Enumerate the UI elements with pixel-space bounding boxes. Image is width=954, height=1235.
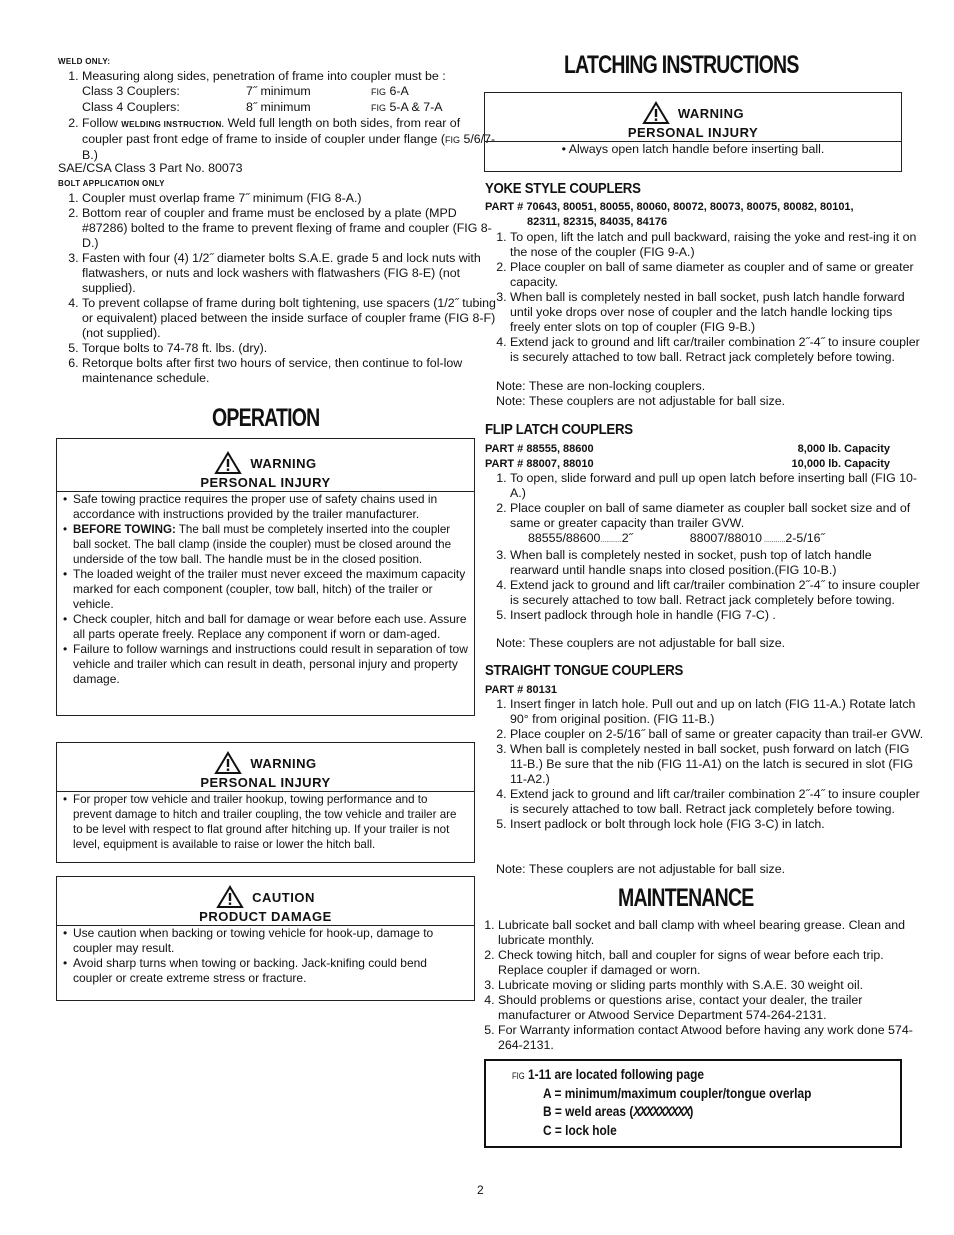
size-part-a: 88555/88600: [528, 531, 601, 545]
legend-line-3: B = weld areas (: [543, 1103, 634, 1119]
list-item: • Check coupler, hitch and ball for damage or wear before each use. Assure all parts operate freely. Replace any component if worn or dam-aged.: [73, 612, 468, 642]
box-type: WARNING: [250, 455, 317, 471]
list-item: 4. Extend jack to ground and lift car/trailer combination 2˝-4˝ to insure coupler is securely attached to tow ball. Retract jack completely before towing.: [510, 335, 920, 365]
latching-title: LATCHING INSTRUCTIONS: [564, 51, 799, 79]
yoke-parts-line1: PART # 70643, 80051, 80055, 80060, 80072, 80073, 80075, 80082, 80101,: [485, 201, 854, 213]
box-type: CAUTION: [252, 889, 315, 905]
list-item: 5. Insert padlock or bolt through lock hole (FIG 3-C) in latch.: [510, 817, 924, 832]
list-item: 3. When ball is completely nested in ball socket, push latch handle forward until yoke drops over nose of coupler and the latch handle locking tips freely enter slots on top of coupler (FIG 9-B.): [510, 290, 920, 335]
flip-part-2: PART # 88007, 88010: [485, 458, 594, 470]
bolt-application-heading: BOLT APPLICATION ONLY: [58, 179, 165, 188]
page-number: 2: [477, 1183, 484, 1197]
size-value-b: 2-5/16˝: [785, 531, 825, 545]
yoke-note-2: Note: These couplers are not adjustable for ball size.: [496, 394, 786, 408]
yoke-note-1: Note: These are non-locking couplers.: [496, 379, 706, 393]
flip-title: FLIP LATCH COUPLERS: [485, 421, 633, 438]
legend-line-2: A = minimum/maximum coupler/tongue overlap: [543, 1085, 812, 1101]
list-item: 5. Torque bolts to 74-78 ft. lbs. (dry).: [82, 341, 502, 356]
list-item: 3. When ball is completely nested in ball socket, push forward on latch (FIG 11-B.) Be sure that the nib (FIG 11-A1) on the latch is secured in slot (FIG 11-A2.): [510, 742, 924, 787]
list-item: 1. To open, lift the latch and pull backward, raising the yoke and rest-ing it on the nose of the coupler (FIG 9-A.): [510, 230, 920, 260]
weld-area-marker: XXXXXXXXX: [633, 1103, 690, 1119]
weld-list: [56, 69, 502, 163]
straight-title: STRAIGHT TONGUE COUPLERS: [485, 662, 684, 679]
list-item: • Failure to follow warnings and instructions could result in separation of tow vehicle and trailer which can result in death, personal injury and property damage.: [73, 642, 468, 687]
list-item: • Safe towing practice requires the proper use of safety chains used in accordance with instructions provided by the trailer manufacturer.: [73, 492, 468, 522]
list-item: 2. Place coupler on ball of same diameter as coupler ball socket size and of same or greater capacity than trailer GVW. 88555/88600...........2˝ 88007/88010 ...........2-5/16˝: [510, 501, 920, 548]
caution-box-product-damage: [56, 876, 475, 1001]
list-item: 1. Insert finger in latch hole. Pull out and up on latch (FIG 11-A.) Rotate latch 90° from original position. (FIG 11-B.): [510, 697, 924, 727]
list-item: 5. For Warranty information contact Atwood before having any work done 574-264-2131.: [498, 1023, 918, 1053]
list-item: 4. To prevent collapse of frame during bolt tightening, use spacers (1/2˝ tubing or equivalent) placed between the inside surface of coupler frame (FIG 8-F) (not supplied).: [82, 296, 502, 341]
sae-part-number: SAE/CSA Class 3 Part No. 80073: [58, 161, 243, 175]
maintenance-list: [472, 918, 918, 1053]
list-item: 1. Measuring along sides, penetration of frame into coupler must be : Class 3 Couplers: 7˝ minimum FIG 6-A Class 4 Couplers: 8˝ minimum FIG 5-A & 7-A: [82, 69, 502, 116]
list-item: 3. Lubricate moving or sliding parts monthly with S.A.E. 30 weight oil.: [498, 978, 918, 993]
list-item: 2. Check towing hitch, ball and coupler for signs of wear before each trip. Replace coupler if damaged or worn.: [498, 948, 918, 978]
yoke-parts-line2: 82311, 82315, 84035, 84176: [527, 216, 668, 228]
size-value-a: 2˝: [621, 531, 633, 545]
list-item: 4. Extend jack to ground and lift car/trailer combination 2˝-4˝ to insure coupler is securely attached to tow ball. Retract jack completely before towing.: [510, 578, 920, 608]
list-item: 2. Bottom rear of coupler and frame must be enclosed by a plate (MPD #87286) bolted to the frame to prevent flexing of frame and coupler (FIG 8-D.): [82, 206, 502, 251]
list-item: 2. Follow WELDING INSTRUCTION. Weld full length on both sides, from rear of coupler past front edge of frame to inside of coupler under flange (FIG 5/6/7-B.): [82, 116, 502, 163]
box-subtitle: PERSONAL INJURY: [485, 125, 901, 142]
warning-triangle-icon: [642, 101, 670, 125]
list-item: • The loaded weight of the trailer must never exceed the maximum capacity marked for each component (coupler, tow ball, hitch) of the trailer or vehicle.: [73, 567, 468, 612]
list-item: • Use caution when backing or towing vehicle for hook-up, damage to coupler may result.: [73, 926, 468, 956]
legend-line-4: C = lock hole: [543, 1122, 617, 1138]
weld-only-heading: WELD ONLY:: [58, 57, 111, 66]
straight-list: [484, 697, 924, 832]
figure-legend-box: FIG 1-11 are located following page A = minimum/maximum coupler/tongue overlap B = weld areas (XXXXXXXXX) C = lock hole: [484, 1059, 902, 1148]
list-item: • For proper tow vehicle and trailer hookup, towing performance and to prevent damage to hitch and trailer coupling, the tow vehicle and trailer are to be level with respect to flat ground after hitching up. If your trailer is not level, equipment is available to raise or lower the hitch ball.: [73, 792, 468, 852]
list-item: 5. Insert padlock through hole in handle (FIG 7-C) .: [510, 608, 920, 623]
operation-title: OPERATION: [212, 404, 320, 432]
list-item: 4. Extend jack to ground and lift car/trailer combination 2˝-4˝ to insure coupler is securely attached to tow ball. Retract jack completely before towing.: [510, 787, 924, 817]
yoke-list: [484, 230, 920, 365]
list-item: 1. Lubricate ball socket and ball clamp with wheel bearing grease. Clean and lubricate monthly.: [498, 918, 918, 948]
size-part-b: 88007/88010: [689, 531, 763, 545]
straight-part: PART # 80131: [485, 684, 557, 696]
list-item: 6. Retorque bolts after first two hours of service, then continue to fol-low maintenance schedule.: [82, 356, 502, 386]
flip-list: [484, 471, 920, 623]
list-item: 3. Fasten with four (4) 1/2˝ diameter bolts S.A.E. grade 5 and lock nuts with flatwashers, or nuts and lock washers with flatwashers (FIG 8-E) (not supplied).: [82, 251, 502, 296]
list-item: 2. Place coupler on ball of same diameter as coupler and of same or greater capacity.: [510, 260, 920, 290]
flip-capacity-1: 8,000 lb. Capacity: [797, 443, 890, 455]
warning-box-latch: WARNING PERSONAL INJURY • Always open latch handle before inserting ball.: [484, 92, 902, 172]
legend-line-1: 1-11 are located following page: [528, 1066, 704, 1082]
maintenance-title: MAINTENANCE: [618, 884, 754, 912]
box-bullet: Always open latch handle before inserting ball.: [568, 142, 825, 156]
list-item: • BEFORE TOWING: The ball must be completely inserted into the coupler ball socket. The ball clamp (inside the coupler) must be closed around the underside of the tow ball. The handle must be in the closed position.: [73, 522, 468, 567]
box-subtitle: PERSONAL INJURY: [57, 775, 474, 792]
box-subtitle: PERSONAL INJURY: [57, 475, 474, 492]
flip-note: Note: These couplers are not adjustable for ball size.: [496, 636, 786, 650]
list-item: • Avoid sharp turns when towing or backing. Jack-knifing could bend coupler or create extreme stress or fracture.: [73, 956, 468, 986]
yoke-title: YOKE STYLE COUPLERS: [485, 180, 641, 197]
list-item: 3. When ball is completely nested in socket, push top of latch handle rearward until handle snaps into closed position.(FIG 10-B.): [510, 548, 920, 578]
list-item: 1. To open, slide forward and pull up open latch before inserting ball (FIG 10-A.): [510, 471, 920, 501]
bolt-list: [56, 191, 502, 386]
list-item: 2. Place coupler on 2-5/16˝ ball of same or greater capacity than trail-er GVW.: [510, 727, 924, 742]
warning-box-safety: [56, 438, 475, 716]
warning-box-level: [56, 742, 475, 863]
list-item: 1. Coupler must overlap frame 7˝ minimum (FIG 8-A.): [82, 191, 502, 206]
flip-part-1: PART # 88555, 88600: [485, 443, 594, 455]
box-type: WARNING: [250, 755, 317, 771]
straight-note: Note: These couplers are not adjustable for ball size.: [496, 862, 786, 876]
fig-label: FIG: [512, 1071, 525, 1081]
box-subtitle: PRODUCT DAMAGE: [57, 909, 474, 926]
list-item: 4. Should problems or questions arise, contact your dealer, the trailer manufacturer or Atwood Service Department 574-264-2131.: [498, 993, 918, 1023]
caution-triangle-icon: [216, 885, 244, 909]
box-type: WARNING: [677, 105, 745, 121]
flip-capacity-2: 10,000 lb. Capacity: [791, 458, 890, 470]
warning-triangle-icon: [214, 451, 242, 475]
warning-triangle-icon: [214, 751, 242, 775]
